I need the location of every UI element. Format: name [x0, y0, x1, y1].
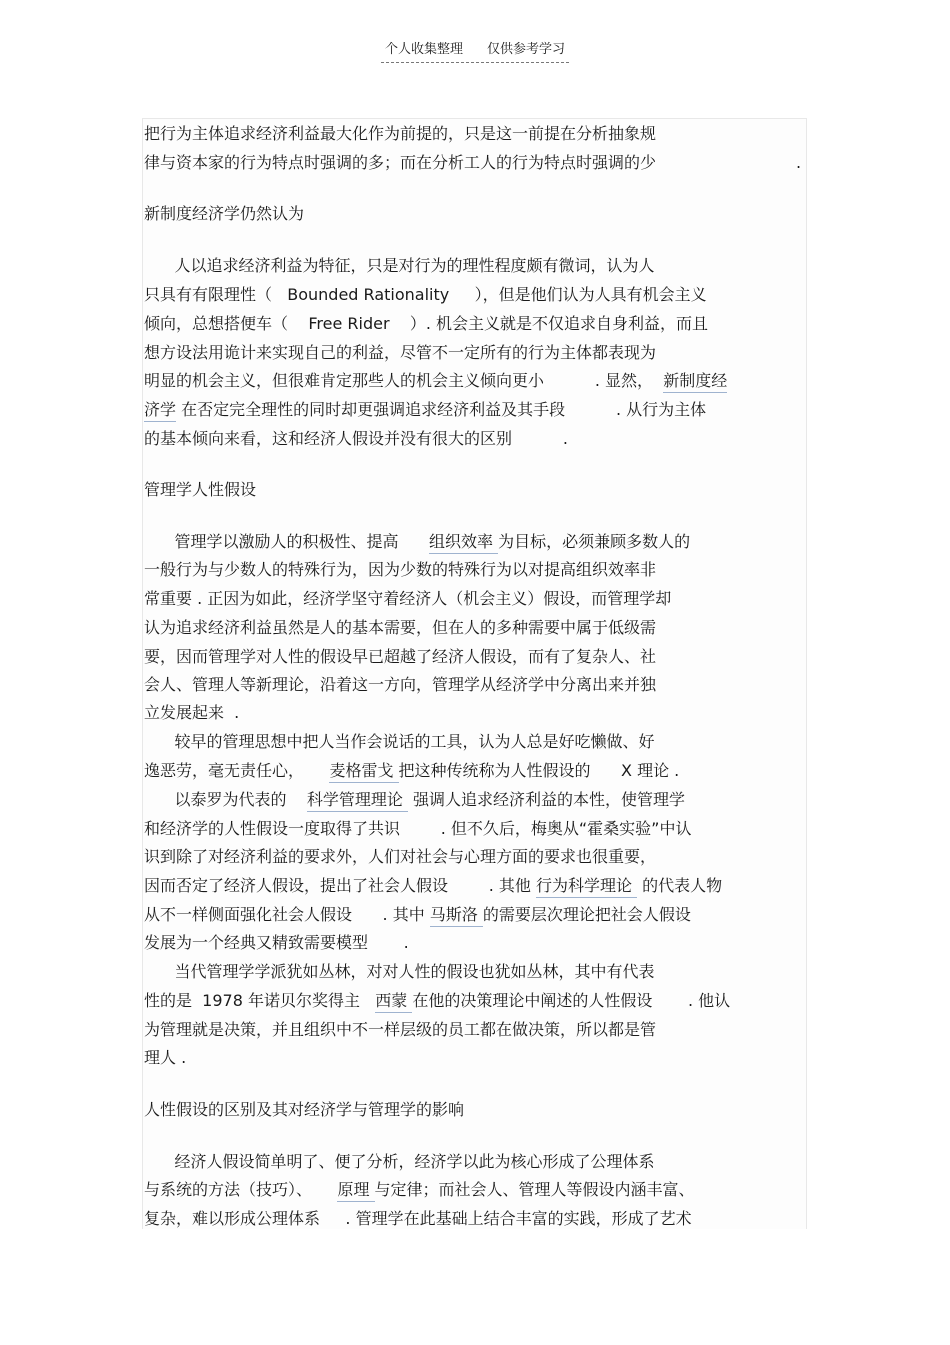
text-span: 较早的管理思想中把人当作会说话的工具，认为人总是好吃懒做、好: [144, 732, 655, 751]
text-span: 会人、管理人等新理论，沿着这一方向，管理学从经济学中分离出来并独: [144, 675, 657, 694]
text-span: 只具有有限理性（ Bounded Rationality ），但是他们认为人具有机会主义: [144, 285, 707, 304]
text-span: 复杂，难以形成公理体系 . 管理学在此基础上结合丰富的实践，形成了艺术: [144, 1209, 692, 1228]
text-span: 要，因而管理学对人性的假设早已超越了经济人假设，而有了复杂人、社: [144, 647, 657, 666]
page-header: [0, 38, 950, 63]
text-line: [144, 933, 409, 953]
term-link[interactable]: 组织效率: [429, 532, 498, 554]
trailing-period: .: [796, 153, 802, 172]
term-link[interactable]: 新制度经: [663, 371, 727, 393]
text-line: [144, 790, 685, 810]
text-line: [144, 618, 656, 638]
text-span: 把这种传统称为人性假设的 X 理论 .: [398, 761, 680, 780]
text-span: 管理学人性假设: [144, 480, 257, 499]
term-link[interactable]: 行为科学理论: [536, 876, 637, 898]
text-span: 律与资本家的行为特点时强调的多；而在分析工人的行为特点时强调的少: [144, 153, 657, 172]
text-line: [144, 1180, 695, 1200]
text-line: [144, 847, 656, 867]
text-span: 发展为一个经典又精致需要模型 .: [144, 933, 409, 952]
text-span: 明显的机会主义，但很难肯定那些人的机会主义倾向更小 . 显然，: [144, 371, 664, 390]
text-line: [144, 314, 708, 334]
text-span: 经济人假设简单明了、便了分析，经济学以此为核心形成了公理体系: [144, 1152, 655, 1171]
text-span: 在否定完全理性的同时却更强调追求经济利益及其手段 . 从行为主体: [176, 400, 707, 419]
text-line: [144, 285, 707, 305]
text-line: [144, 1209, 692, 1229]
text-span: 认为追求经济利益虽然是人的基本需要，但在人的多种需要中属于低级需: [144, 618, 657, 637]
text-line: [144, 589, 671, 609]
text-line: [144, 732, 655, 752]
text-line: [144, 343, 656, 363]
text-span: 立发展起来 .: [144, 703, 240, 722]
text-line: [144, 991, 730, 1011]
text-line: [144, 962, 655, 982]
text-span: 与定律；而社会人、管理人等假设内涵丰富、: [374, 1180, 695, 1199]
text-span: 人以追求经济利益为特征，只是对行为的理性程度颇有微词，认为人: [144, 256, 655, 275]
text-span: 把行为主体追求经济利益最大化作为前提的，只是这一前提在分析抽象规: [144, 124, 657, 143]
text-span: 的代表人物: [637, 876, 723, 895]
text-span: 的基本倾向来看，这和经济人假设并没有很大的区别 .: [144, 429, 568, 448]
text-span: 管理学以激励人的积极性、提高: [144, 532, 430, 551]
text-span: 一般行为与少数人的特殊行为，因为少数的特殊行为以对提高组织效率非: [144, 560, 657, 579]
text-line: [144, 1100, 464, 1120]
text-span: 和经济学的人性假设一度取得了共识 . 但不久后，梅奥从“霍桑实验”中认: [144, 819, 692, 838]
text-span: 在他的决策理论中阐述的人性假设 . 他认: [412, 991, 731, 1010]
text-span: 理人 .: [144, 1048, 187, 1067]
text-line: [144, 905, 691, 925]
text-line: [144, 153, 656, 173]
text-span: 新制度经济学仍然认为: [144, 204, 305, 223]
header-right-text: 仅供参考学习: [487, 42, 566, 57]
text-span: 为管理就是决策，并且组织中不一样层级的员工都在做决策，所以都是管: [144, 1020, 657, 1039]
text-span: 与系统的方法（技巧）、: [144, 1180, 338, 1199]
text-line: [144, 647, 656, 667]
text-span: 想方设法用诡计来实现自己的利益，尽管不一定所有的行为主体都表现为: [144, 343, 657, 362]
text-line: [144, 1152, 655, 1172]
text-span: 从不一样侧面强化社会人假设 . 其中: [144, 905, 430, 924]
text-line: [144, 532, 690, 552]
term-link[interactable]: 马斯洛: [430, 905, 483, 927]
text-span: 识到除了对经济利益的要求外，人们对社会与心理方面的要求也很重要，: [144, 847, 657, 866]
text-line: [144, 400, 706, 420]
text-span: 性的是 1978 年诺贝尔奖得主: [144, 991, 376, 1010]
text-line: [144, 819, 691, 839]
text-line: [144, 429, 568, 449]
text-span: 人性假设的区别及其对经济学与管理学的影响: [144, 1100, 465, 1119]
term-link[interactable]: 济学: [144, 400, 176, 422]
header-rule: [381, 38, 569, 63]
text-line: [144, 124, 656, 144]
text-line: [144, 204, 304, 224]
text-line: [144, 761, 679, 781]
term-link[interactable]: 麦格雷戈: [329, 761, 398, 783]
text-line: [144, 560, 656, 580]
text-span: 的需要层次理论把社会人假设: [482, 905, 691, 924]
term-link[interactable]: 原理: [337, 1180, 374, 1202]
text-line: [144, 256, 655, 276]
text-span: 因而否定了经济人假设，提出了社会人假设 . 其他: [144, 876, 536, 895]
text-line: [144, 876, 722, 896]
text-line: [144, 675, 656, 695]
text-span: 强调人追求经济利益的本性，使管理学: [407, 790, 686, 809]
term-link[interactable]: 科学管理理论: [307, 790, 408, 812]
text-line: [144, 371, 727, 391]
text-line: [144, 703, 239, 723]
text-line: [144, 1048, 186, 1068]
text-span: 为目标，必须兼顾多数人的: [498, 532, 691, 551]
text-span: 倾向，总想搭便车（ Free Rider ）. 机会主义就是不仅追求自身利益，而且: [144, 314, 709, 333]
text-span: 逸恶劳，毫无责任心，: [144, 761, 330, 780]
text-span: 以泰罗为代表的: [144, 790, 307, 809]
term-link[interactable]: 西蒙: [375, 991, 412, 1013]
text-line: [144, 1020, 656, 1040]
text-span: 常重要 . 正因为如此，经济学坚守着经济人（机会主义）假设，而管理学却: [144, 589, 672, 608]
header-left-text: 个人收集整理: [384, 42, 463, 57]
text-line: [144, 480, 256, 500]
text-span: 当代管理学学派犹如丛林，对对人性的假设也犹如丛林，其中有代表: [144, 962, 655, 981]
